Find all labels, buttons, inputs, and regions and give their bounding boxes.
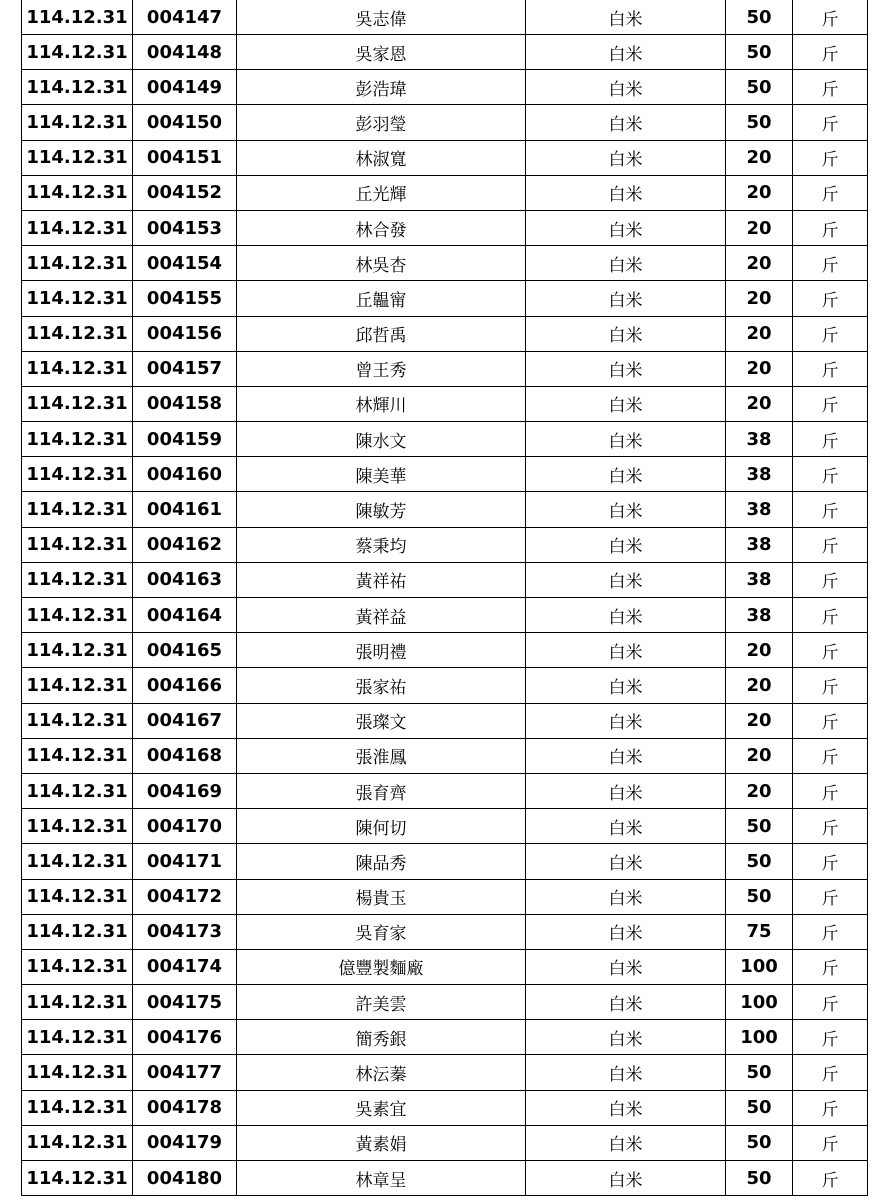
donor-name-cell: 林沄蓁 [237, 1055, 526, 1090]
quantity-cell: 50 [726, 1125, 793, 1160]
unit-cell: 斤 [793, 351, 868, 386]
serial-number-cell: 004156 [133, 316, 237, 351]
serial-number-cell: 004179 [133, 1125, 237, 1160]
donor-name-cell: 億豐製麵廠 [237, 949, 526, 984]
donor-name-cell: 張育齊 [237, 773, 526, 808]
table-row [22, 35, 868, 70]
serial-number-cell: 004169 [133, 773, 237, 808]
serial-number-cell: 004161 [133, 492, 237, 527]
item-cell: 白米 [526, 668, 726, 703]
unit-cell: 斤 [793, 668, 868, 703]
quantity-cell: 50 [726, 1161, 793, 1196]
donor-name-cell: 邱哲禹 [237, 316, 526, 351]
table-row [22, 1125, 868, 1160]
quantity-cell: 20 [726, 210, 793, 245]
item-cell: 白米 [526, 316, 726, 351]
date-cell: 114.12.31 [22, 914, 133, 949]
quantity-cell: 100 [726, 985, 793, 1020]
quantity-cell: 20 [726, 316, 793, 351]
item-cell: 白米 [526, 527, 726, 562]
date-cell: 114.12.31 [22, 457, 133, 492]
serial-number-cell: 004178 [133, 1090, 237, 1125]
donor-name-cell: 楊貴玉 [237, 879, 526, 914]
donor-name-cell: 張淮鳳 [237, 738, 526, 773]
date-cell: 114.12.31 [22, 316, 133, 351]
serial-number-cell: 004148 [133, 35, 237, 70]
serial-number-cell: 004159 [133, 422, 237, 457]
quantity-cell: 20 [726, 175, 793, 210]
quantity-cell: 38 [726, 562, 793, 597]
date-cell: 114.12.31 [22, 844, 133, 879]
item-cell: 白米 [526, 457, 726, 492]
item-cell: 白米 [526, 1090, 726, 1125]
table-row [22, 879, 868, 914]
quantity-cell: 50 [726, 105, 793, 140]
date-cell: 114.12.31 [22, 386, 133, 421]
serial-number-cell: 004172 [133, 879, 237, 914]
serial-number-cell: 004166 [133, 668, 237, 703]
serial-number-cell: 004180 [133, 1161, 237, 1196]
item-cell: 白米 [526, 949, 726, 984]
serial-number-cell: 004157 [133, 351, 237, 386]
date-cell: 114.12.31 [22, 492, 133, 527]
quantity-cell: 38 [726, 527, 793, 562]
unit-cell: 斤 [793, 1055, 868, 1090]
table-row [22, 703, 868, 738]
unit-cell: 斤 [793, 35, 868, 70]
item-cell: 白米 [526, 703, 726, 738]
item-cell: 白米 [526, 210, 726, 245]
item-cell: 白米 [526, 738, 726, 773]
date-cell: 114.12.31 [22, 598, 133, 633]
serial-number-cell: 004168 [133, 738, 237, 773]
donor-name-cell: 丘光輝 [237, 175, 526, 210]
table-row [22, 1161, 868, 1196]
date-cell: 114.12.31 [22, 105, 133, 140]
serial-number-cell: 004174 [133, 949, 237, 984]
serial-number-cell: 004153 [133, 210, 237, 245]
table-row [22, 351, 868, 386]
unit-cell: 斤 [793, 985, 868, 1020]
donation-table-sheet [21, 0, 867, 1196]
quantity-cell: 100 [726, 949, 793, 984]
serial-number-cell: 004149 [133, 70, 237, 105]
quantity-cell: 50 [726, 809, 793, 844]
serial-number-cell: 004150 [133, 105, 237, 140]
donor-name-cell: 陳品秀 [237, 844, 526, 879]
quantity-cell: 20 [726, 633, 793, 668]
date-cell: 114.12.31 [22, 210, 133, 245]
item-cell: 白米 [526, 633, 726, 668]
table-row [22, 914, 868, 949]
table-row [22, 457, 868, 492]
table-row [22, 70, 868, 105]
quantity-cell: 20 [726, 773, 793, 808]
date-cell: 114.12.31 [22, 0, 133, 35]
table-row [22, 668, 868, 703]
donor-name-cell: 吳育家 [237, 914, 526, 949]
quantity-cell: 50 [726, 1055, 793, 1090]
table-row [22, 562, 868, 597]
quantity-cell: 20 [726, 738, 793, 773]
donor-name-cell: 蔡秉均 [237, 527, 526, 562]
unit-cell: 斤 [793, 492, 868, 527]
donor-name-cell: 曾王秀 [237, 351, 526, 386]
table-row [22, 140, 868, 175]
quantity-cell: 20 [726, 140, 793, 175]
quantity-cell: 20 [726, 351, 793, 386]
unit-cell: 斤 [793, 844, 868, 879]
date-cell: 114.12.31 [22, 879, 133, 914]
date-cell: 114.12.31 [22, 949, 133, 984]
item-cell: 白米 [526, 386, 726, 421]
date-cell: 114.12.31 [22, 35, 133, 70]
item-cell: 白米 [526, 140, 726, 175]
serial-number-cell: 004165 [133, 633, 237, 668]
item-cell: 白米 [526, 422, 726, 457]
date-cell: 114.12.31 [22, 738, 133, 773]
donor-name-cell: 彭羽瑩 [237, 105, 526, 140]
table-row [22, 773, 868, 808]
unit-cell: 斤 [793, 879, 868, 914]
donor-name-cell: 吳志偉 [237, 0, 526, 35]
quantity-cell: 20 [726, 246, 793, 281]
date-cell: 114.12.31 [22, 175, 133, 210]
date-cell: 114.12.31 [22, 985, 133, 1020]
serial-number-cell: 004155 [133, 281, 237, 316]
serial-number-cell: 004163 [133, 562, 237, 597]
donor-name-cell: 林淑寬 [237, 140, 526, 175]
unit-cell: 斤 [793, 914, 868, 949]
donor-name-cell: 林吳杏 [237, 246, 526, 281]
donor-name-cell: 吳家恩 [237, 35, 526, 70]
unit-cell: 斤 [793, 210, 868, 245]
item-cell: 白米 [526, 844, 726, 879]
date-cell: 114.12.31 [22, 633, 133, 668]
donor-name-cell: 林輝川 [237, 386, 526, 421]
item-cell: 白米 [526, 492, 726, 527]
item-cell: 白米 [526, 70, 726, 105]
table-row [22, 105, 868, 140]
item-cell: 白米 [526, 0, 726, 35]
quantity-cell: 50 [726, 879, 793, 914]
quantity-cell: 50 [726, 35, 793, 70]
unit-cell: 斤 [793, 703, 868, 738]
item-cell: 白米 [526, 246, 726, 281]
item-cell: 白米 [526, 1020, 726, 1055]
unit-cell: 斤 [793, 0, 868, 35]
table-row [22, 386, 868, 421]
table-row [22, 316, 868, 351]
unit-cell: 斤 [793, 422, 868, 457]
donor-name-cell: 簡秀銀 [237, 1020, 526, 1055]
date-cell: 114.12.31 [22, 562, 133, 597]
unit-cell: 斤 [793, 70, 868, 105]
donor-name-cell: 黃祥益 [237, 598, 526, 633]
serial-number-cell: 004170 [133, 809, 237, 844]
quantity-cell: 20 [726, 703, 793, 738]
donor-name-cell: 黃素娟 [237, 1125, 526, 1160]
unit-cell: 斤 [793, 809, 868, 844]
item-cell: 白米 [526, 879, 726, 914]
item-cell: 白米 [526, 809, 726, 844]
serial-number-cell: 004175 [133, 985, 237, 1020]
unit-cell: 斤 [793, 386, 868, 421]
quantity-cell: 20 [726, 386, 793, 421]
unit-cell: 斤 [793, 105, 868, 140]
item-cell: 白米 [526, 985, 726, 1020]
item-cell: 白米 [526, 1125, 726, 1160]
quantity-cell: 38 [726, 422, 793, 457]
date-cell: 114.12.31 [22, 281, 133, 316]
unit-cell: 斤 [793, 140, 868, 175]
table-row [22, 1055, 868, 1090]
serial-number-cell: 004147 [133, 0, 237, 35]
table-row [22, 738, 868, 773]
table-row [22, 1090, 868, 1125]
unit-cell: 斤 [793, 949, 868, 984]
table-row [22, 175, 868, 210]
serial-number-cell: 004158 [133, 386, 237, 421]
table-row [22, 949, 868, 984]
unit-cell: 斤 [793, 738, 868, 773]
donor-name-cell: 丘韞甯 [237, 281, 526, 316]
quantity-cell: 20 [726, 668, 793, 703]
date-cell: 114.12.31 [22, 668, 133, 703]
table-row [22, 281, 868, 316]
unit-cell: 斤 [793, 246, 868, 281]
item-cell: 白米 [526, 351, 726, 386]
unit-cell: 斤 [793, 633, 868, 668]
serial-number-cell: 004164 [133, 598, 237, 633]
serial-number-cell: 004160 [133, 457, 237, 492]
quantity-cell: 50 [726, 844, 793, 879]
item-cell: 白米 [526, 598, 726, 633]
quantity-cell: 20 [726, 281, 793, 316]
unit-cell: 斤 [793, 316, 868, 351]
table-row [22, 1020, 868, 1055]
date-cell: 114.12.31 [22, 1090, 133, 1125]
table-row [22, 985, 868, 1020]
date-cell: 114.12.31 [22, 246, 133, 281]
item-cell: 白米 [526, 1161, 726, 1196]
donor-name-cell: 張璨文 [237, 703, 526, 738]
date-cell: 114.12.31 [22, 1055, 133, 1090]
quantity-cell: 75 [726, 914, 793, 949]
serial-number-cell: 004171 [133, 844, 237, 879]
quantity-cell: 38 [726, 492, 793, 527]
unit-cell: 斤 [793, 1020, 868, 1055]
donor-name-cell: 陳敏芳 [237, 492, 526, 527]
unit-cell: 斤 [793, 1125, 868, 1160]
serial-number-cell: 004162 [133, 527, 237, 562]
date-cell: 114.12.31 [22, 1020, 133, 1055]
table-row [22, 844, 868, 879]
donor-name-cell: 吳素宜 [237, 1090, 526, 1125]
unit-cell: 斤 [793, 1161, 868, 1196]
date-cell: 114.12.31 [22, 422, 133, 457]
item-cell: 白米 [526, 562, 726, 597]
donor-name-cell: 陳美華 [237, 457, 526, 492]
date-cell: 114.12.31 [22, 527, 133, 562]
unit-cell: 斤 [793, 562, 868, 597]
table-row [22, 246, 868, 281]
item-cell: 白米 [526, 914, 726, 949]
date-cell: 114.12.31 [22, 351, 133, 386]
table-row [22, 0, 868, 35]
item-cell: 白米 [526, 281, 726, 316]
unit-cell: 斤 [793, 598, 868, 633]
quantity-cell: 50 [726, 70, 793, 105]
unit-cell: 斤 [793, 457, 868, 492]
item-cell: 白米 [526, 1055, 726, 1090]
item-cell: 白米 [526, 773, 726, 808]
serial-number-cell: 004152 [133, 175, 237, 210]
table-row [22, 633, 868, 668]
unit-cell: 斤 [793, 773, 868, 808]
donor-name-cell: 林合發 [237, 210, 526, 245]
date-cell: 114.12.31 [22, 1125, 133, 1160]
table-row [22, 210, 868, 245]
unit-cell: 斤 [793, 527, 868, 562]
table-row [22, 422, 868, 457]
date-cell: 114.12.31 [22, 809, 133, 844]
serial-number-cell: 004177 [133, 1055, 237, 1090]
table-body [22, 0, 868, 1196]
unit-cell: 斤 [793, 281, 868, 316]
serial-number-cell: 004176 [133, 1020, 237, 1055]
item-cell: 白米 [526, 35, 726, 70]
serial-number-cell: 004167 [133, 703, 237, 738]
serial-number-cell: 004151 [133, 140, 237, 175]
serial-number-cell: 004154 [133, 246, 237, 281]
unit-cell: 斤 [793, 175, 868, 210]
date-cell: 114.12.31 [22, 70, 133, 105]
table-row [22, 809, 868, 844]
date-cell: 114.12.31 [22, 1161, 133, 1196]
unit-cell: 斤 [793, 1090, 868, 1125]
date-cell: 114.12.31 [22, 140, 133, 175]
item-cell: 白米 [526, 175, 726, 210]
donation-table [21, 0, 868, 1196]
donor-name-cell: 彭浩瑋 [237, 70, 526, 105]
date-cell: 114.12.31 [22, 773, 133, 808]
table-row [22, 598, 868, 633]
donor-name-cell: 陳水文 [237, 422, 526, 457]
quantity-cell: 50 [726, 1090, 793, 1125]
quantity-cell: 38 [726, 598, 793, 633]
table-row [22, 492, 868, 527]
donor-name-cell: 張家祐 [237, 668, 526, 703]
quantity-cell: 50 [726, 0, 793, 35]
donor-name-cell: 黃祥祐 [237, 562, 526, 597]
table-row [22, 527, 868, 562]
date-cell: 114.12.31 [22, 703, 133, 738]
donor-name-cell: 許美雲 [237, 985, 526, 1020]
donor-name-cell: 林章呈 [237, 1161, 526, 1196]
donor-name-cell: 陳何切 [237, 809, 526, 844]
serial-number-cell: 004173 [133, 914, 237, 949]
donor-name-cell: 張明禮 [237, 633, 526, 668]
quantity-cell: 38 [726, 457, 793, 492]
item-cell: 白米 [526, 105, 726, 140]
quantity-cell: 100 [726, 1020, 793, 1055]
